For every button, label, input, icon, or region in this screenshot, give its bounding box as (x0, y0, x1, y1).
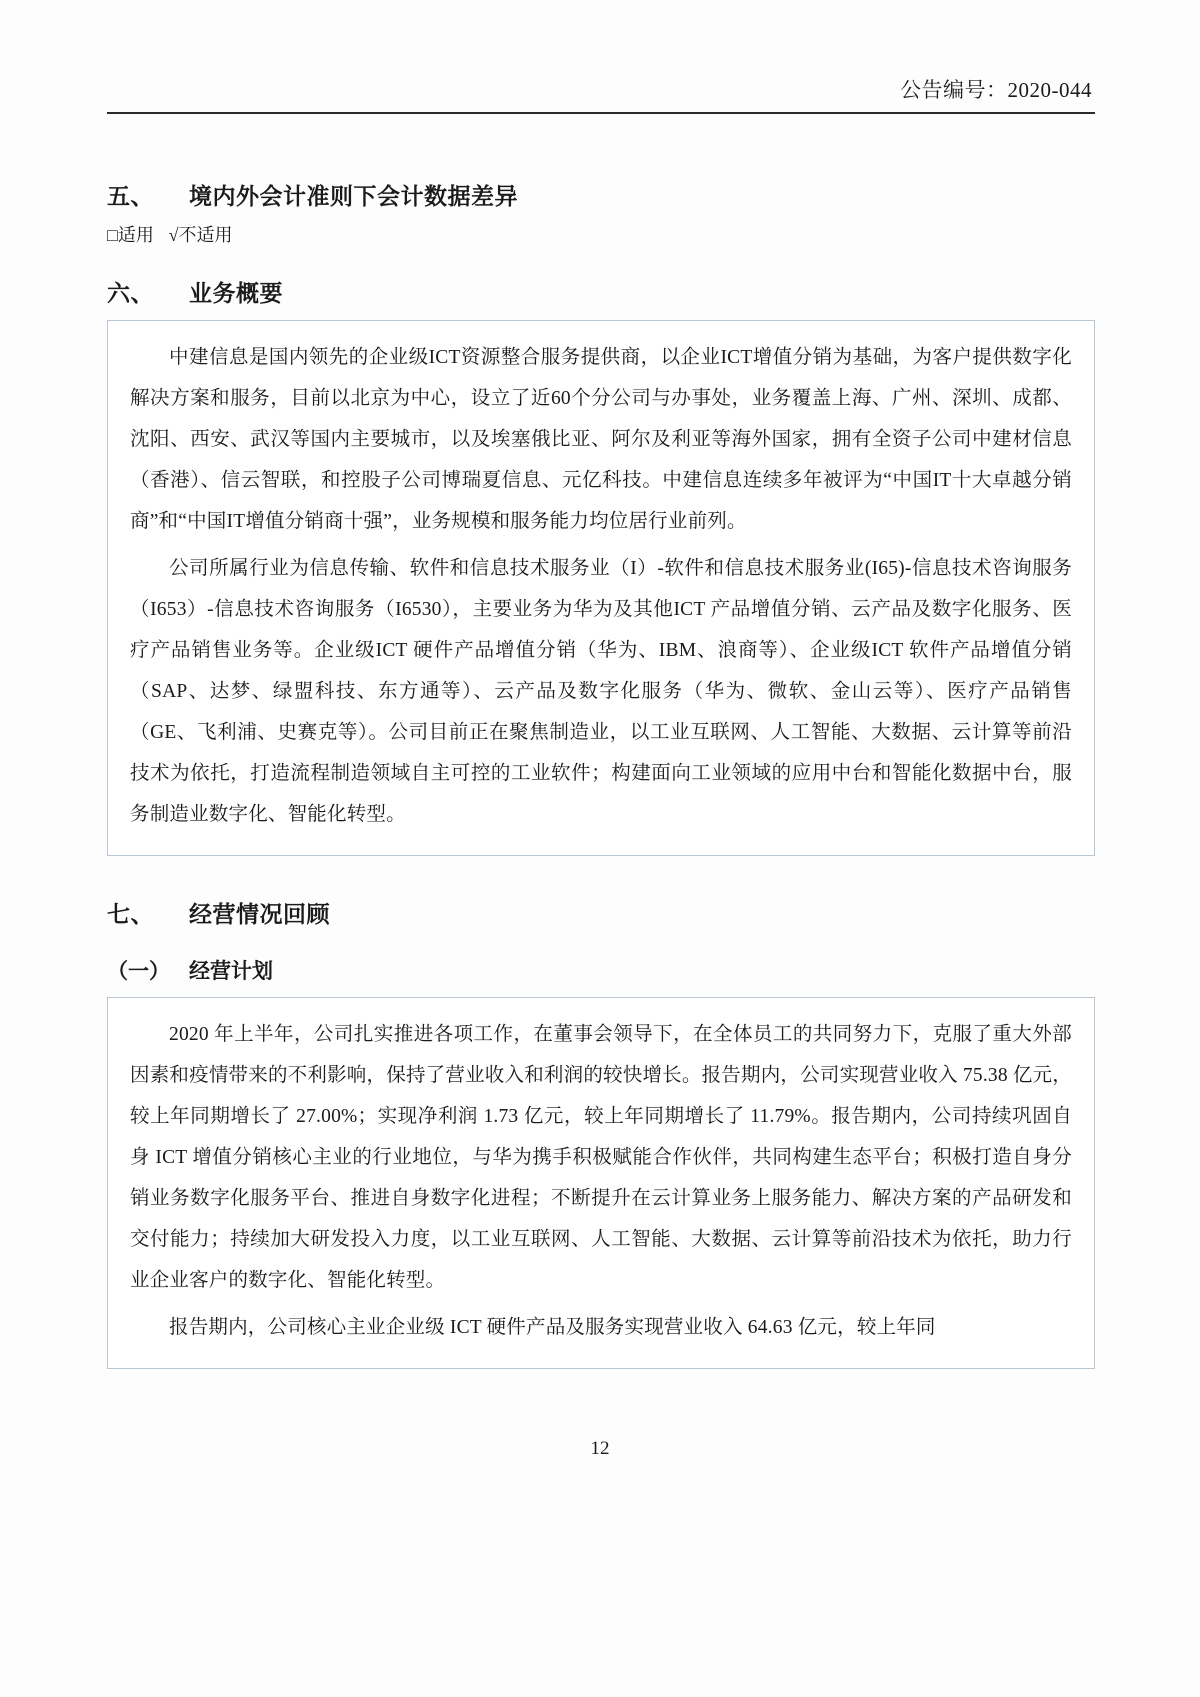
business-overview-box (107, 320, 1095, 856)
business-overview-paragraph-1: 中建信息是国内领先的企业级ICT资源整合服务提供商，以企业ICT增值分销为基础，为客户提供数字化解决方案和服务，目前以北京为中心，设立了近60个分公司与办事处，业务覆盖上海、广州、深圳、成都、沈阳、西安、武汉等国内主要城市，以及埃塞俄比亚、阿尔及利亚等海外国家，拥有全资子公司中建材信息（香港）、信云智联，和控股子公司博瑞夏信息、元亿科技。中建信息连续多年被评为“中国IT十大卓越分销商”和“中国IT增值分销商十强”，业务规模和服务能力均位居行业前列。 (130, 347, 1072, 532)
not-applicable-option: √不适用 (168, 225, 233, 245)
section-six-title: 业务概要 (189, 280, 283, 306)
business-plan-paragraph-2: 报告期内，公司核心主业企业级 ICT 硬件产品及服务实现营业收入 64.63 亿元，较上年同 (169, 1317, 936, 1338)
section-five-title: 境内外会计准则下会计数据差异 (189, 183, 518, 209)
applicability-line (107, 221, 1095, 247)
section-six-number: 六、 (107, 280, 154, 306)
announcement-number: 公告编号：2020-044 (900, 78, 1092, 102)
section-heading-six (107, 275, 1095, 308)
section-heading-five (107, 178, 1095, 211)
subsection-one-title: 经营计划 (189, 960, 273, 983)
section-seven-title: 经营情况回顾 (189, 901, 330, 927)
header-divider (107, 112, 1095, 114)
subsection-heading-one (107, 955, 1095, 985)
applicable-option: □适用 (107, 225, 154, 245)
business-plan-paragraph-1: 2020 年上半年，公司扎实推进各项工作，在董事会领导下，在全体员工的共同努力下，克服了重大外部因素和疫情带来的不利影响，保持了营业收入和利润的较快增长。报告期内，公司实现营业收入 75.38 亿元，较上年同期增长了 27.00%；实现净利润 1.73 亿元，较上年同期增长了 11.79%。报告期内，公司持续巩固自身 ICT 增值分销核心主业的行业地位，与华为携手积极赋能合作伙伴，共同构建生态平台；积极打造自身分销业务数字化服务平台、推进自身数字化进程；不断提升在云计算业务上服务能力、解决方案的产品研发和交付能力；持续加大研发投入力度，以工业互联网、人工智能、大数据、云计算等前沿技术为依托，助力行业企业客户的数字化、智能化转型。 (130, 1024, 1072, 1291)
business-plan-box (107, 997, 1095, 1369)
subsection-one-number: （一） (107, 960, 170, 983)
business-overview-paragraph-2: 公司所属行业为信息传输、软件和信息技术服务业（I）-软件和信息技术服务业(I65)-信息技术咨询服务（I653）-信息技术咨询服务（I6530），主要业务为华为及其他ICT 产品增值分销、云产品及数字化服务、医疗产品销售业务等。企业级ICT 硬件产品增值分销（华为、IBM、浪商等）、企业级ICT 软件产品增值分销（SAP、达梦、绿盟科技、东方通等）、云产品及数字化服务（华为、微软、金山云等）、医疗产品销售（GE、飞利浦、史赛克等）。公司目前正在聚焦制造业，以工业互联网、人工智能、大数据、云计算等前沿技术为依托，打造流程制造领域自主可控的工业软件；构建面向工业领域的应用中台和智能化数据中台，服务制造业数字化、智能化转型。 (130, 558, 1072, 825)
page-number: 12 (590, 1438, 610, 1459)
section-seven-number: 七、 (107, 901, 154, 927)
section-heading-seven (107, 896, 1095, 929)
section-five-number: 五、 (107, 183, 154, 209)
document-content (107, 150, 1095, 1369)
